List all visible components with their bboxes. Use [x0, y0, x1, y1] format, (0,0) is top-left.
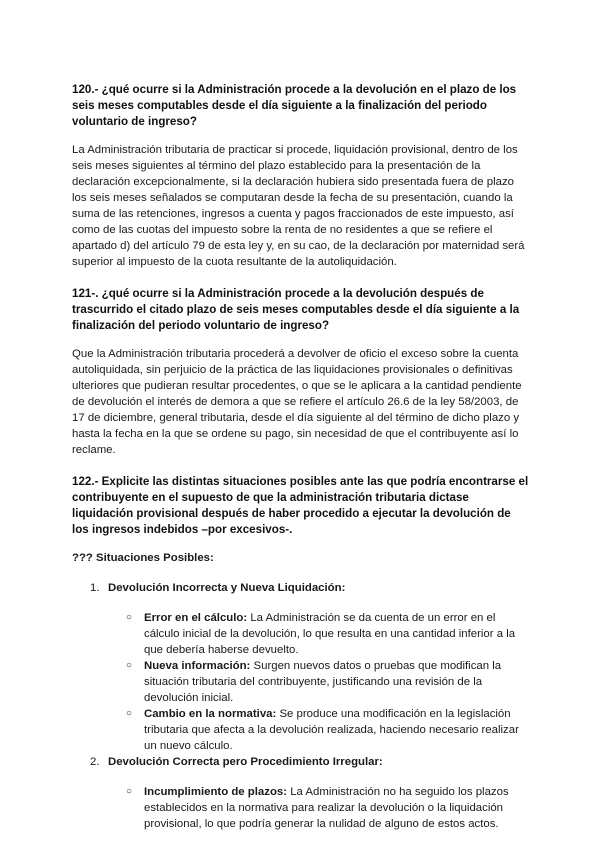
question-121-answer: Que la Administración tributaria procederá a devolver de oficio el exceso sobre la cuenta autoliquidada, sin perjuicio de la práctica de las liquidaciones provisionales o definitivas ulteriores que pudieran resultar procedentes, o que se le aplicara a la cantidad pendiente de devolución el interés de demora a que se refiere el artículo 26.6 de la ley 58/2003, de 17 de diciembre, general tributaria, desde el día siguiente al del término de dicho plazo y hasta la fecha en la que se ordene su pago, sin necesidad de que el contribuyente así lo reclame. — [72, 348, 522, 456]
situation-title: Devolución Incorrecta y Nueva Liquidación: — [108, 582, 346, 594]
question-121-title: 121-. ¿qué ocurre si la Administración procede a la devolución después de trascurrido el citado plazo de seis meses computables desde el día siguiente a la finalización del periodo voluntario de ingreso? — [72, 287, 520, 332]
situations-heading: ??? Situaciones Posibles: — [72, 552, 214, 564]
situations-list — [72, 580, 530, 832]
situation-item — [72, 754, 530, 832]
subitem-text: La Administración se da cuenta de un error en el cálculo inicial de la devolución, lo que resulta en una cantidad inferior a la que debería haberse devuelto. — [144, 612, 516, 656]
subitem-text: La Administración no ha seguido los plazos establecidos en la normativa para realizar la devolución o la liquidación provisional, lo que podría generar la nulidad de alguno de estos actos. — [144, 786, 509, 830]
subitem-text: Se produce una modificación en la legislación tributaria que afecta a la devolución realizada, haciendo necesario realizar un nuevo cálculo. — [144, 708, 519, 752]
situation-number: 2. — [90, 756, 100, 768]
subitem-label: Cambio en la normativa: — [144, 708, 277, 720]
subitem-label: Incumplimiento de plazos: — [144, 786, 288, 798]
circle-bullet-icon: ○ — [126, 612, 133, 623]
subitem — [108, 706, 530, 754]
subitem — [108, 610, 530, 658]
situation-subitems — [108, 784, 530, 832]
subitem — [108, 658, 530, 706]
situation-title: Devolución Correcta pero Procedimiento Irregular: — [108, 756, 383, 768]
situation-subitems — [108, 610, 530, 754]
circle-bullet-icon: ○ — [126, 786, 133, 797]
document-content — [72, 82, 530, 832]
circle-bullet-icon: ○ — [126, 708, 133, 719]
subitem-label: Error en el cálculo: — [144, 612, 248, 624]
question-120-answer: La Administración tributaria de practicar si procede, liquidación provisional, dentro de los seis meses siguientes al término del plazo establecido para la presentación de la declaración excepcionalmente, si la declaración hubiera sido presentada fuera de plazo los seis meses señalados se computaran desde la fecha de su presentación, cuando la suma de las retenciones, ingresos a cuenta y pagos fraccionados de este impuesto, así como de las cuotas del impuesto sobre la renta de no residentes a que se refiere el apartado d) del artículo 79 de esta ley y, en su cao, de la declaración por maternidad será superior al impuesto de la cuota resultante de la autoliquidación. — [72, 144, 525, 268]
situation-item — [72, 580, 530, 754]
question-120-title: 120.- ¿qué ocurre si la Administración procede a la devolución en el plazo de los seis meses computables desde el día siguiente a la finalización del periodo voluntario de ingreso? — [72, 83, 517, 128]
question-122-title: 122.- Explicite las distintas situaciones posibles ante las que podría encontrarse el contribuyente en el supuesto de que la administración tributaria dictase liquidación provisional después de haber procedido a ejecutar la devolución de los ingresos indebidos –por excesivos-. — [72, 475, 529, 536]
subitem — [108, 784, 530, 832]
situation-number: 1. — [90, 582, 100, 594]
circle-bullet-icon: ○ — [126, 660, 133, 671]
subitem-label: Nueva información: — [144, 660, 251, 672]
subitem-text: Surgen nuevos datos o pruebas que modifican la situación tributaria del contribuyente, justificando una revisión de la devolución inicial. — [144, 660, 502, 704]
